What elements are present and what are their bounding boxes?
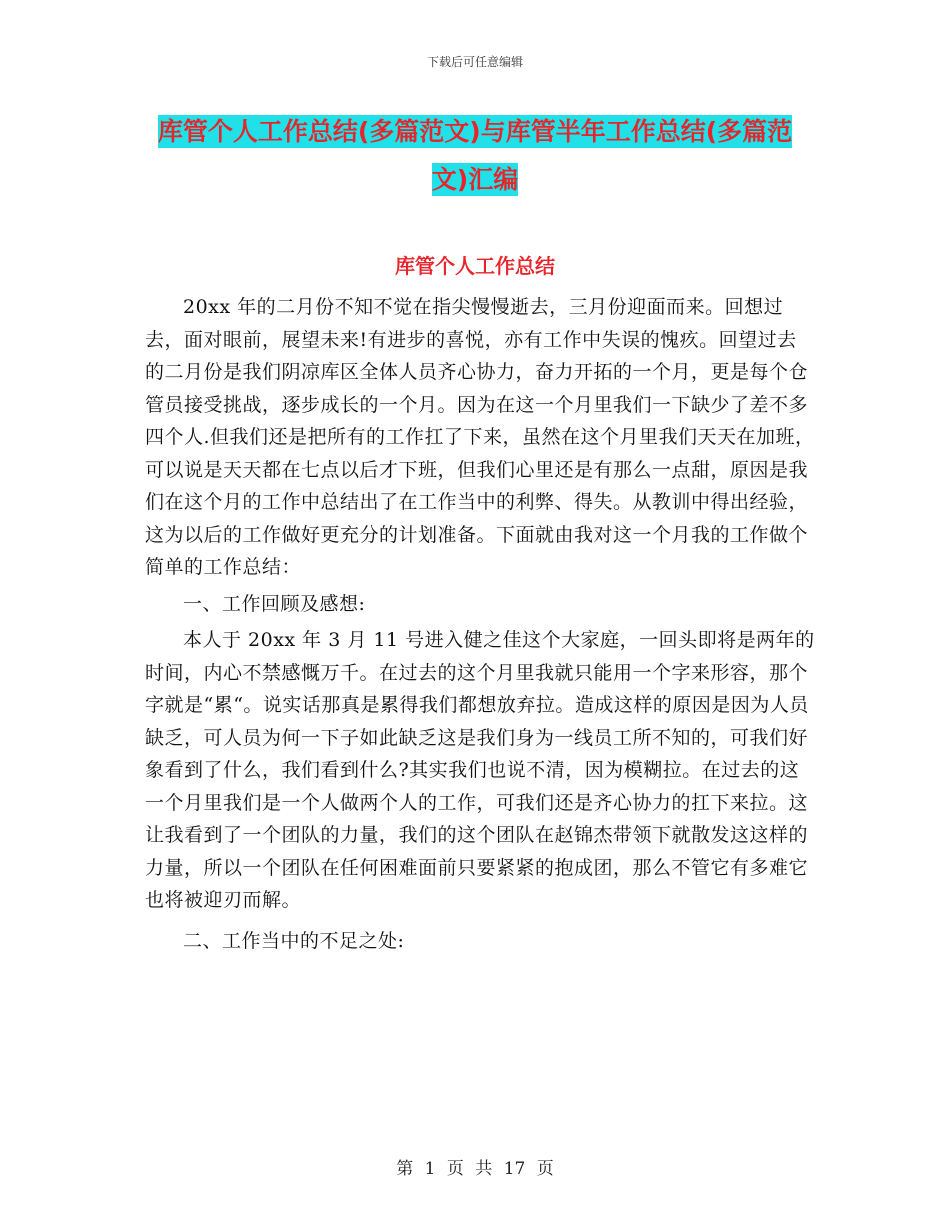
subheading-review: 一、工作回顾及感想:	[183, 592, 366, 615]
paragraph-review: 本人于 20xx 年 3 月 11 号进入健之佳这个大家庭，一回头即将是两年的时间，内心不禁感慨万千。在过去的这个月里我就只能用一个字来形容，那个字就是“累“。说实话那真是累得我们都想放弃拉。造成这样的原因是因为人员缺乏，可人员为何一下子如此缺乏这是我们身为一线员工所不知的，可我们好象看到了什么，我们看到什么?其实我们也说不清，因为模糊拉。在过去的这一个月里我们是一个人做两个人的工作，可我们还是齐心协力的扛下来拉。这让我看到了一个团队的力量，我们的这个团队在赵锦杰带领下就散发这这样的力量，所以一个团队在任何困难面前只要紧紧的抱成团，那么不管它有多难它也将被迎刃而解。	[145, 629, 815, 911]
document-body	[145, 263, 815, 957]
main-title-text: 库管个人工作总结(多篇范文)与库管半年工作总结(多篇范文)汇编	[157, 117, 793, 194]
document-main-title	[140, 108, 810, 204]
section-title: 库管个人工作总结	[395, 254, 555, 278]
subheading-shortcomings: 二、工作当中的不足之处:	[183, 929, 405, 952]
page-header-note: 下载后可任意编辑	[426, 55, 523, 69]
paragraph-intro: 20xx 年的二月份不知不觉在指尖慢慢逝去，三月份迎面而来。回想过去，面对眼前，展望未来!有进步的喜悦，亦有工作中失误的愧疚。回望过去的二月份是我们阴凉库区全体人员齐心协力，奋力开拓的一个月，更是每个仓管员接受挑战，逐步成长的一个月。因为在这一个月里我们一下缺少了差不多四个人.但我们还是把所有的工作扛了下来，虽然在这个月里我们天天在加班，可以说是天天都在七点以后才下班，但我们心里还是有那么一点甜，原因是我们在这个月的工作中总结出了在工作当中的利弊、得失。从教训中得出经验，这为以后的工作做好更充分的计划准备。下面就由我对这一个月我的工作做个简单的工作总结：	[145, 296, 815, 578]
page-number: 第 1 页 共 17 页	[396, 1159, 554, 1179]
